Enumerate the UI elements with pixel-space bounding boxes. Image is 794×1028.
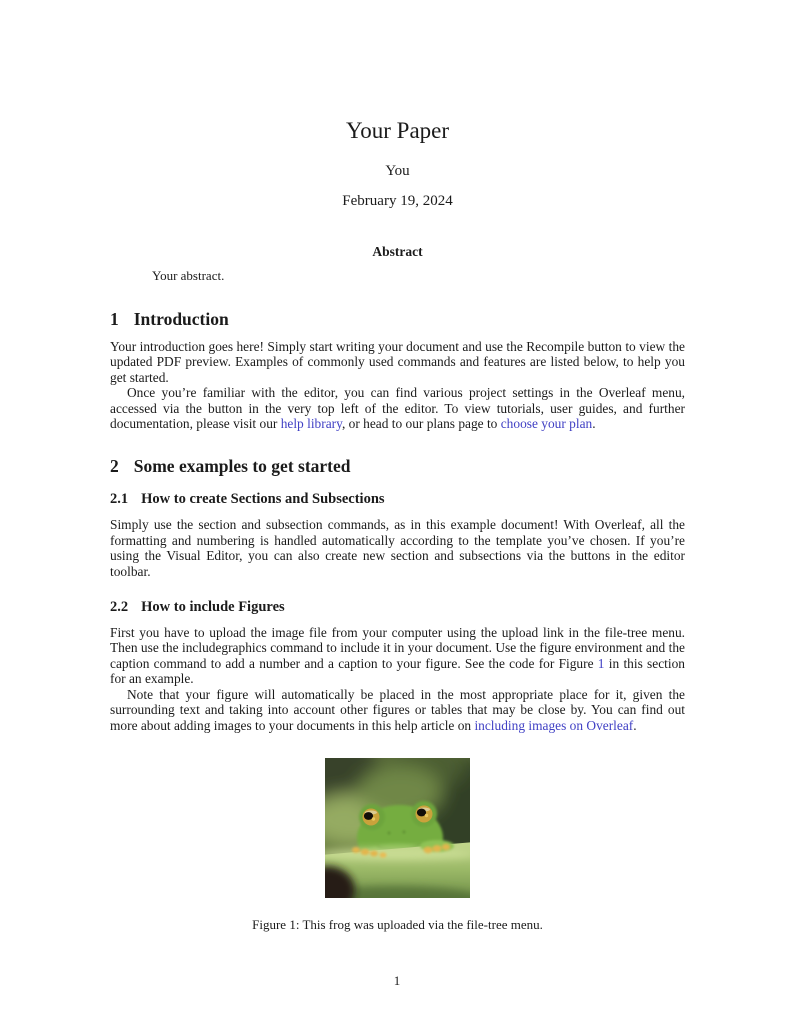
section-2-heading xyxy=(110,456,685,477)
intro-paragraph-1 xyxy=(110,339,685,385)
hyperlink[interactable]: help library xyxy=(280,416,342,432)
subsection-2-2-heading xyxy=(110,598,685,616)
text-run: Note that your figure will automatically be placed in the most appropriate place for it, given the surrounding text and taking into account other figures or tables that may be close by. You can find out more about adding images to your documents in this help article on xyxy=(110,686,685,733)
abstract-heading: Abstract xyxy=(372,244,423,259)
hyperlink[interactable]: including images on Overleaf xyxy=(474,717,634,733)
figures-paragraph-2 xyxy=(110,687,685,733)
hyperlink[interactable]: 1 xyxy=(597,655,605,671)
figure-caption: Figure 1: This frog was uploaded via the file-tree menu. xyxy=(252,916,543,932)
section-1-title: Introduction xyxy=(133,309,229,329)
text-run: Once you’re familiar with the editor, you can find various project settings in the Overleaf menu, accessed via the button in the very top left of the editor. To view tutorials, user guides, and further documentation, please visit our xyxy=(110,385,685,432)
section-1-heading xyxy=(110,309,685,330)
subsection-2-1-title: How to create Sections and Subsections xyxy=(141,491,385,508)
text-run: First you have to upload the image file from your computer using the upload link in the file-tree menu. Then use the includegraphics command to include it in your document. Use the figure environment and the caption command to add a number and a caption to your figure. See the code for Figure xyxy=(110,625,685,671)
section-2-number: 2 xyxy=(110,456,119,477)
hyperlink[interactable]: choose your plan xyxy=(500,416,593,432)
text-run: . xyxy=(592,416,596,432)
text-run: in this section for an example. xyxy=(110,655,685,687)
page-number: 1 xyxy=(393,973,401,988)
subsection-2-1-number: 2.1 xyxy=(110,491,129,508)
text-run: Simply use the section and subsection commands, as in this example document! With Overleaf, all the formatting and numbering is handled automatically according to the template you’ve chosen. If you’re using the Visual Editor, you can also create new section and subsections via the buttons in the editor toolbar. xyxy=(110,517,685,579)
paper-title: Your Paper xyxy=(345,118,450,143)
figures-paragraph-1 xyxy=(110,625,685,687)
subsection-2-2-title: How to include Figures xyxy=(141,599,285,616)
text-run: Your introduction goes here! Simply start writing your document and use the Recompile button to view the updated PDF preview. Examples of commonly used commands and features are listed below, to help you get started. xyxy=(110,339,685,385)
paper-date: February 19, 2024 xyxy=(342,193,453,209)
subsection-2-1-heading xyxy=(110,490,685,508)
page-content xyxy=(110,0,685,933)
intro-paragraph-2 xyxy=(110,385,685,431)
text-run: , or head to our plans page to xyxy=(341,416,501,432)
section-1-number: 1 xyxy=(110,309,119,329)
section-2-title: Some examples to get started xyxy=(133,456,351,477)
frog-image xyxy=(325,758,470,898)
text-run: . xyxy=(633,717,637,733)
figure-1 xyxy=(110,758,685,933)
abstract-text: Your abstract. xyxy=(152,268,225,283)
author-name: You xyxy=(385,163,410,179)
subsection-2-2-number: 2.2 xyxy=(110,599,129,616)
subsection-2-1-paragraph xyxy=(110,517,685,579)
